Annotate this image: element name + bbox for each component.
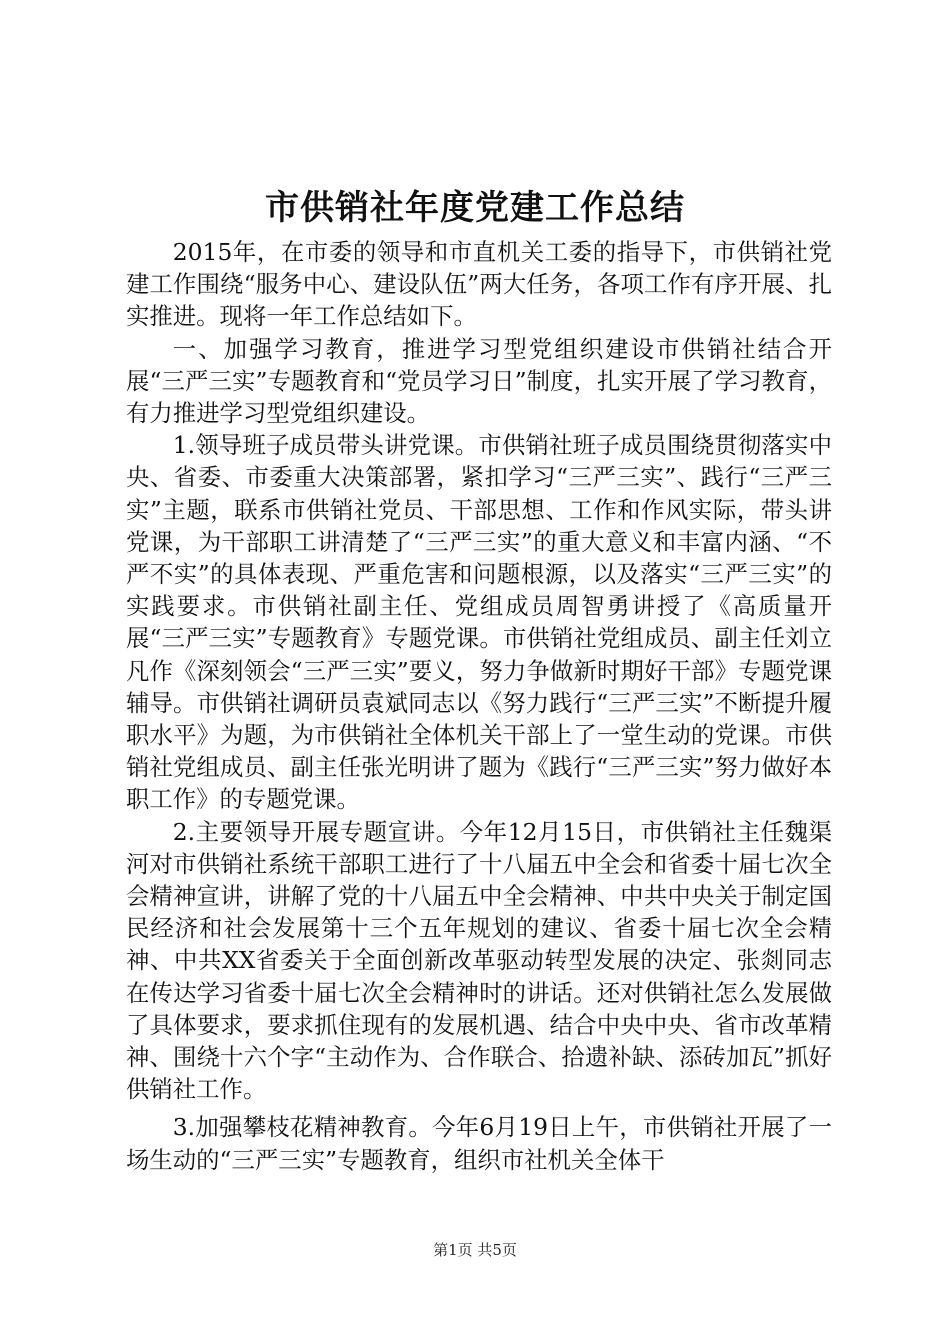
paragraph-item-2: 2.主要领导开展专题宣讲。今年12月15日，市供销社主任魏渠河对市供销社系统干部职工进行了十八届五中全会和省委十届七次全会精神宣讲，讲解了党的十八届五中全会精神、中共中央关于制定国民经济和社会发展第十三个五年规划的建议、省委十届七次全会精神、中共XX省委关于全面创新改革驱动转型发展的决定、张剡同志在传达学习省委十届七次全会精神时的讲话。还对供销社怎么发展做了具体要求，要求抓住现有的发展机遇、结合中央中央、省市改革精神、围绕十六个字“主动作为、合作联合、拾遗补缺、添砖加瓦”抓好供销社工作。 xyxy=(126,817,832,1104)
page-number: 第1页 共5页 xyxy=(433,1241,517,1259)
paragraph-intro: 2015年，在市委的领导和市直机关工委的指导下，市供销社党建工作围绕“服务中心、建设队伍”两大任务，各项工作有序开展、扎实推进。现将一年工作总结如下。 xyxy=(126,238,832,331)
paragraph-item-1: 1.领导班子成员带头讲党课。市供销社班子成员围绕贯彻落实中央、省委、市委重大决策部署，紧扣学习“三严三实”、践行“三严三实”主题，联系市供销社党员、干部思想、工作和作风实际，带头讲党课，为干部职工讲清楚了“三严三实”的重大意义和丰富内涵、“不严不实”的具体表现、严重危害和问题根源，以及落实“三严三实”的实践要求。市供销社副主任、党组成员周智勇讲授了《高质量开展“三严三实”专题教育》专题党课。市供销社党组成员、副主任刘立凡作《深刻领会“三严三实”要义，努力争做新时期好干部》专题党课辅导。市供销社调研员袁斌同志以《努力践行“三严三实”不断提升履职水平》为题，为市供销社全体机关干部上了一堂生动的党课。市供销社党组成员、副主任张光明讲了题为《践行“三严三实”努力做好本职工作》的专题党课。 xyxy=(126,431,832,814)
paragraph-section-1: 一、加强学习教育，推进学习型党组织建设市供销社结合开展“三严三实”专题教育和“党员学习日”制度，扎实开展了学习教育，有力推进学习型党组织建设。 xyxy=(126,334,832,428)
document-body xyxy=(126,236,832,1176)
document-title: 市供销社年度党建工作总结 xyxy=(265,188,685,228)
paragraph-item-3: 3.加强攀枝花精神教育。今年6月19日上午，市供销社开展了一场生动的“三严三实”专题教育，组织市社机关全体干 xyxy=(126,1113,832,1174)
